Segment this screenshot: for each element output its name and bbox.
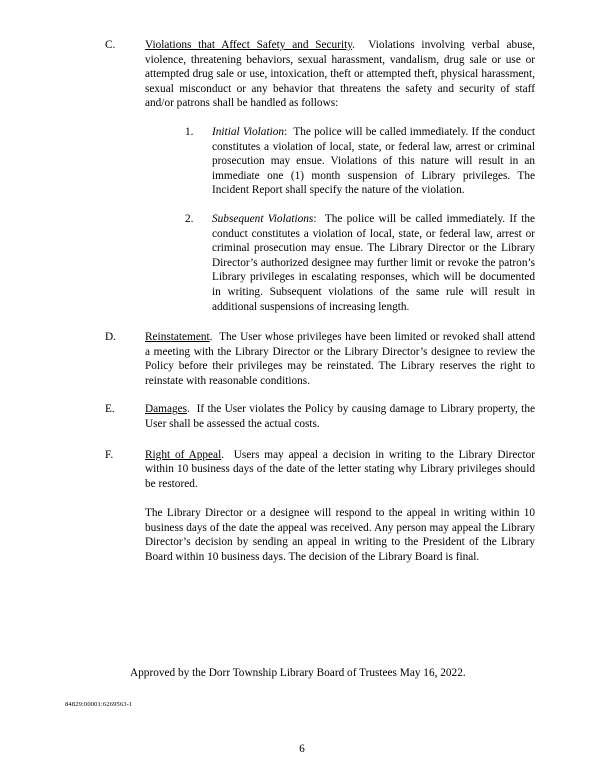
- clause-e-body: [145, 402, 535, 431]
- subitem-2-label: 2.: [185, 212, 194, 225]
- clause-f-label: F.: [105, 448, 114, 461]
- clause-d-body: [145, 330, 535, 388]
- subitem-2-text: The police will be called immediately. If the conduct constitutes a violation of local, state, or federal law, arrest or criminal prosecution may ensue. The Library Director or the Library Director’s authorized designee may further limit or revoke the patron’s Library privileges in escalating responses, which will be documented in writing. Subsequent violations of the same rule will result in additional suspensions of increasing length.: [212, 212, 535, 313]
- clause-d-text: The User whose privileges have been limited or revoked shall attend a meeting with the Library Director or the Library Director’s designee to review the Policy before their privileges may be reinstated. The Library reserves the right to reinstate with reasonable conditions.: [145, 331, 535, 387]
- approval-line: Approved by the Dorr Township Library Board of Trustees May 16, 2022.: [130, 667, 466, 679]
- clause-e-heading-suffix: .: [187, 403, 190, 416]
- clause-e-label: E.: [105, 403, 115, 416]
- subitem-1-heading-suffix: :: [284, 125, 288, 138]
- clause-e-text: If the User violates the Policy by causing damage to Library property, the User shall be assessed the actual costs.: [145, 403, 535, 431]
- subitem-2-body: [212, 212, 535, 314]
- subitem-2-heading-suffix: :: [313, 212, 317, 225]
- clause-c-paragraph: [145, 38, 535, 111]
- clause-f-heading: Right of Appeal: [145, 448, 222, 461]
- subitem-1: [185, 125, 535, 198]
- clause-c-text: Violations involving verbal abuse, violence, threatening behaviors, sexual harassment, vandalism, drug sale or use or attempted drug sale or use, intoxication, theft or attempted theft, physical harassment, sexual misconduct or any behavior that threatens the safety and security of staff and/or patrons shall be handled as follows:: [145, 39, 535, 110]
- clause-c-label: C.: [105, 39, 116, 51]
- subitem-2: [185, 212, 535, 314]
- clause-c-heading: Violations that Affect Safety and Security: [145, 39, 353, 51]
- clause-c: [105, 38, 535, 314]
- clause-d: [105, 330, 535, 388]
- document-reference-number: 84829:00001:6269563-1: [65, 701, 133, 708]
- clause-f-paragraph-1: [145, 448, 535, 492]
- clause-d-label: D.: [105, 331, 116, 344]
- clause-e-heading: Damages: [145, 403, 188, 416]
- document-body: [105, 38, 535, 578]
- clause-d-heading-suffix: .: [209, 331, 213, 344]
- clause-f-heading-suffix: .: [221, 448, 225, 461]
- clause-e-paragraph: [145, 402, 535, 431]
- clause-f-body: [145, 448, 535, 565]
- clause-c-heading-suffix: .: [352, 39, 355, 51]
- clause-e: [105, 402, 535, 431]
- clause-f-paragraph-2: The Library Director or a designee will respond to the appeal in writing within 10 business days of the date the appeal was received. Any person may appeal the Library Director’s decision by sending an appeal in writing to the President of the Library Board within 10 business days. The decision of the Library Board is final.: [145, 507, 535, 563]
- subitem-2-heading: Subsequent Violations: [212, 212, 314, 225]
- clause-c-subitems: [185, 125, 535, 314]
- subitem-1-heading: Initial Violation: [212, 125, 285, 138]
- clause-c-body: [145, 38, 535, 314]
- subitem-1-body: [212, 125, 535, 198]
- clause-f-text: Users may appeal a decision in writing to the Library Director within 10 business days of the date of the letter stating why Library privileges should be restored.: [145, 448, 536, 490]
- clause-f: [105, 448, 535, 565]
- subitem-1-text: The police will be called immediately. If the conduct constitutes a violation of local, state, or federal law, arrest or criminal prosecution may ensue. Violations of this nature will result in an immediate one (1) month suspension of Library privileges. The Incident Report shall specify the nature of the violation.: [212, 125, 535, 197]
- subitem-1-label: 1.: [185, 125, 194, 138]
- page-number: 6: [299, 743, 305, 755]
- clause-d-heading: Reinstatement: [145, 331, 210, 344]
- clause-d-paragraph: [145, 330, 535, 388]
